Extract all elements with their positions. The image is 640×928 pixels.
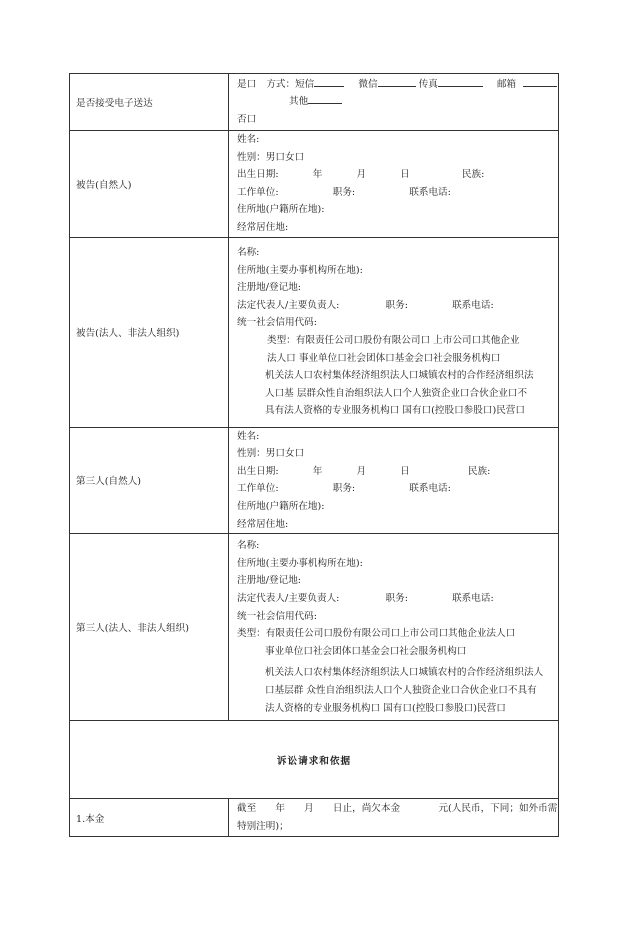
- defendant-phone-field[interactable]: 联系电话:: [409, 186, 451, 198]
- defendant-workplace-field[interactable]: 工作单位:: [237, 186, 279, 198]
- label-principal: 1.本金: [70, 799, 229, 837]
- third-residence-field[interactable]: 经常居住地:: [237, 518, 289, 530]
- defendant-birth-day[interactable]: 日: [400, 169, 410, 181]
- third-org-position-field[interactable]: 职务:: [385, 592, 408, 604]
- third-org-rep-field[interactable]: 法定代表人/主要负责人:: [237, 592, 340, 604]
- email-field[interactable]: [523, 76, 557, 87]
- label-defendant-legal: 被告(法人、非法人组织): [70, 237, 229, 427]
- section-title: 诉讼请求和依据: [70, 721, 559, 799]
- third-ethnicity-field[interactable]: 民族:: [467, 465, 491, 477]
- principal-line-1[interactable]: 截至 年 月 日止，尚欠本金 元(人民币，下同；如外币需: [237, 803, 558, 815]
- defendant-org-position-field[interactable]: 职务:: [385, 299, 408, 311]
- yes-checkbox[interactable]: 是口: [237, 78, 257, 90]
- defendant-org-type-line-4[interactable]: 人口基 层群众性自治组织法人口个人独资企业口合伙企业口不: [265, 387, 528, 399]
- defendant-org-type-line-3[interactable]: 机关法人口农村集体经济组织法人口城镇农村的合作经济组织法: [265, 370, 534, 382]
- defendant-name-field[interactable]: 姓名:: [237, 134, 260, 145]
- third-birth-label: 出生日期:: [237, 465, 279, 477]
- email-option[interactable]: 邮箱: [496, 78, 517, 90]
- defendant-birth-month[interactable]: 月: [356, 169, 367, 181]
- label-defendant-natural: 被告(自然人): [70, 131, 229, 238]
- sms-field[interactable]: [314, 76, 344, 87]
- defendant-org-registered-field[interactable]: 注册地/登记地:: [237, 282, 302, 294]
- row-third-party-legal: [70, 534, 559, 721]
- row-electronic-service: [70, 74, 559, 131]
- defendant-org-phone-field[interactable]: 联系电话:: [452, 299, 494, 311]
- row-third-party-natural: [70, 427, 559, 534]
- value-third-party-legal: [229, 534, 559, 721]
- defendant-ethnicity-field[interactable]: 民族:: [461, 169, 485, 181]
- defendant-residence-field[interactable]: 经常居住地:: [237, 221, 289, 233]
- defendant-gender-field[interactable]: 性别：男口女口: [237, 151, 305, 163]
- third-name-field[interactable]: 姓名:: [237, 430, 260, 442]
- defendant-org-address-field[interactable]: 住所地(主要办事机构所在地):: [237, 264, 363, 276]
- defendant-birth-label: 出生日期:: [237, 169, 279, 181]
- other-field[interactable]: [308, 93, 342, 104]
- complaint-form-table: [69, 73, 559, 837]
- defendant-birth-year[interactable]: 年: [312, 169, 323, 181]
- sms-option[interactable]: 方式：短信: [266, 78, 315, 90]
- value-electronic-service: [229, 74, 559, 131]
- other-option[interactable]: 其他: [289, 96, 309, 108]
- defendant-position-field[interactable]: 职务:: [332, 186, 356, 198]
- third-phone-field[interactable]: 联系电话:: [409, 483, 451, 495]
- value-principal: [229, 799, 559, 837]
- value-third-party-natural: [229, 427, 559, 534]
- third-domicile-field[interactable]: 住所地(户籍所在地):: [237, 500, 325, 512]
- defendant-org-credit-code-field[interactable]: 统一社会信用代码:: [237, 317, 317, 329]
- third-workplace-field[interactable]: 工作单位:: [237, 483, 279, 495]
- third-org-name-field[interactable]: 名称:: [237, 540, 260, 552]
- principal-line-2[interactable]: 特别注明)；: [237, 820, 289, 832]
- third-position-field[interactable]: 职务:: [332, 483, 356, 495]
- defendant-org-type-line-1[interactable]: 类型：有限责任公司口股份有限公司口 上市公司口其他企业: [267, 335, 520, 347]
- row-defendant-legal: [70, 237, 559, 427]
- row-section-title: [70, 721, 559, 799]
- defendant-org-type-line-2[interactable]: 法人口 事业单位口社会团体口基金会口社会服务机构口: [267, 352, 501, 364]
- third-birth-year[interactable]: 年: [312, 465, 323, 477]
- third-org-address-field[interactable]: 住所地(主要办事机构所在地):: [237, 557, 363, 569]
- row-principal: [70, 799, 559, 837]
- third-birth-day[interactable]: 日: [400, 465, 410, 477]
- defendant-org-name-field[interactable]: 名称:: [237, 247, 260, 259]
- label-electronic-service: 是否接受电子送达: [70, 74, 229, 131]
- no-checkbox[interactable]: 否口: [237, 113, 257, 125]
- third-org-type-line-2[interactable]: 事业单位口社会团体口基金会口社会服务机构口: [265, 645, 467, 657]
- fax-field[interactable]: [438, 76, 483, 87]
- defendant-domicile-field[interactable]: 住所地(户籍所在地):: [237, 204, 325, 216]
- third-org-credit-code-field[interactable]: 统一社会信用代码:: [237, 610, 317, 622]
- defendant-org-rep-field[interactable]: 法定代表人/主要负责人:: [237, 299, 340, 311]
- third-org-type-line-3[interactable]: 机关法人口农村集体经济组织法人口城镇农村的合作经济组织法人: [265, 667, 544, 679]
- value-defendant-natural: [229, 131, 559, 238]
- third-org-type-line-1[interactable]: 类型：有限责任公司口股份有限公司口上市公司口其他企业法人口: [237, 628, 516, 640]
- wechat-option[interactable]: 微信: [358, 78, 378, 90]
- label-third-party-natural: 第三人(自然人): [70, 427, 229, 534]
- third-org-type-line-4[interactable]: 口基层群 众性自治组织法人口个人独资企业口合伙企业口不具有: [265, 684, 537, 696]
- fax-option[interactable]: 传真: [418, 78, 438, 90]
- third-org-registered-field[interactable]: 注册地/登记地:: [237, 575, 302, 587]
- third-org-phone-field[interactable]: 联系电话:: [452, 592, 494, 604]
- third-org-type-line-5[interactable]: 法人资格的专业服务机构口 国有口(控股口参股口)民营口: [265, 702, 506, 714]
- third-birth-month[interactable]: 月: [356, 465, 367, 477]
- wechat-field[interactable]: [378, 76, 416, 87]
- defendant-org-type-line-5[interactable]: 具有法人资格的专业服务机构口 国有口(控股口参股口)民营口: [265, 405, 525, 417]
- third-gender-field[interactable]: 性别：男口女口: [237, 448, 305, 460]
- label-third-party-legal: 第三人(法人、非法人组织): [70, 534, 229, 721]
- value-defendant-legal: [229, 237, 559, 427]
- row-defendant-natural: [70, 131, 559, 238]
